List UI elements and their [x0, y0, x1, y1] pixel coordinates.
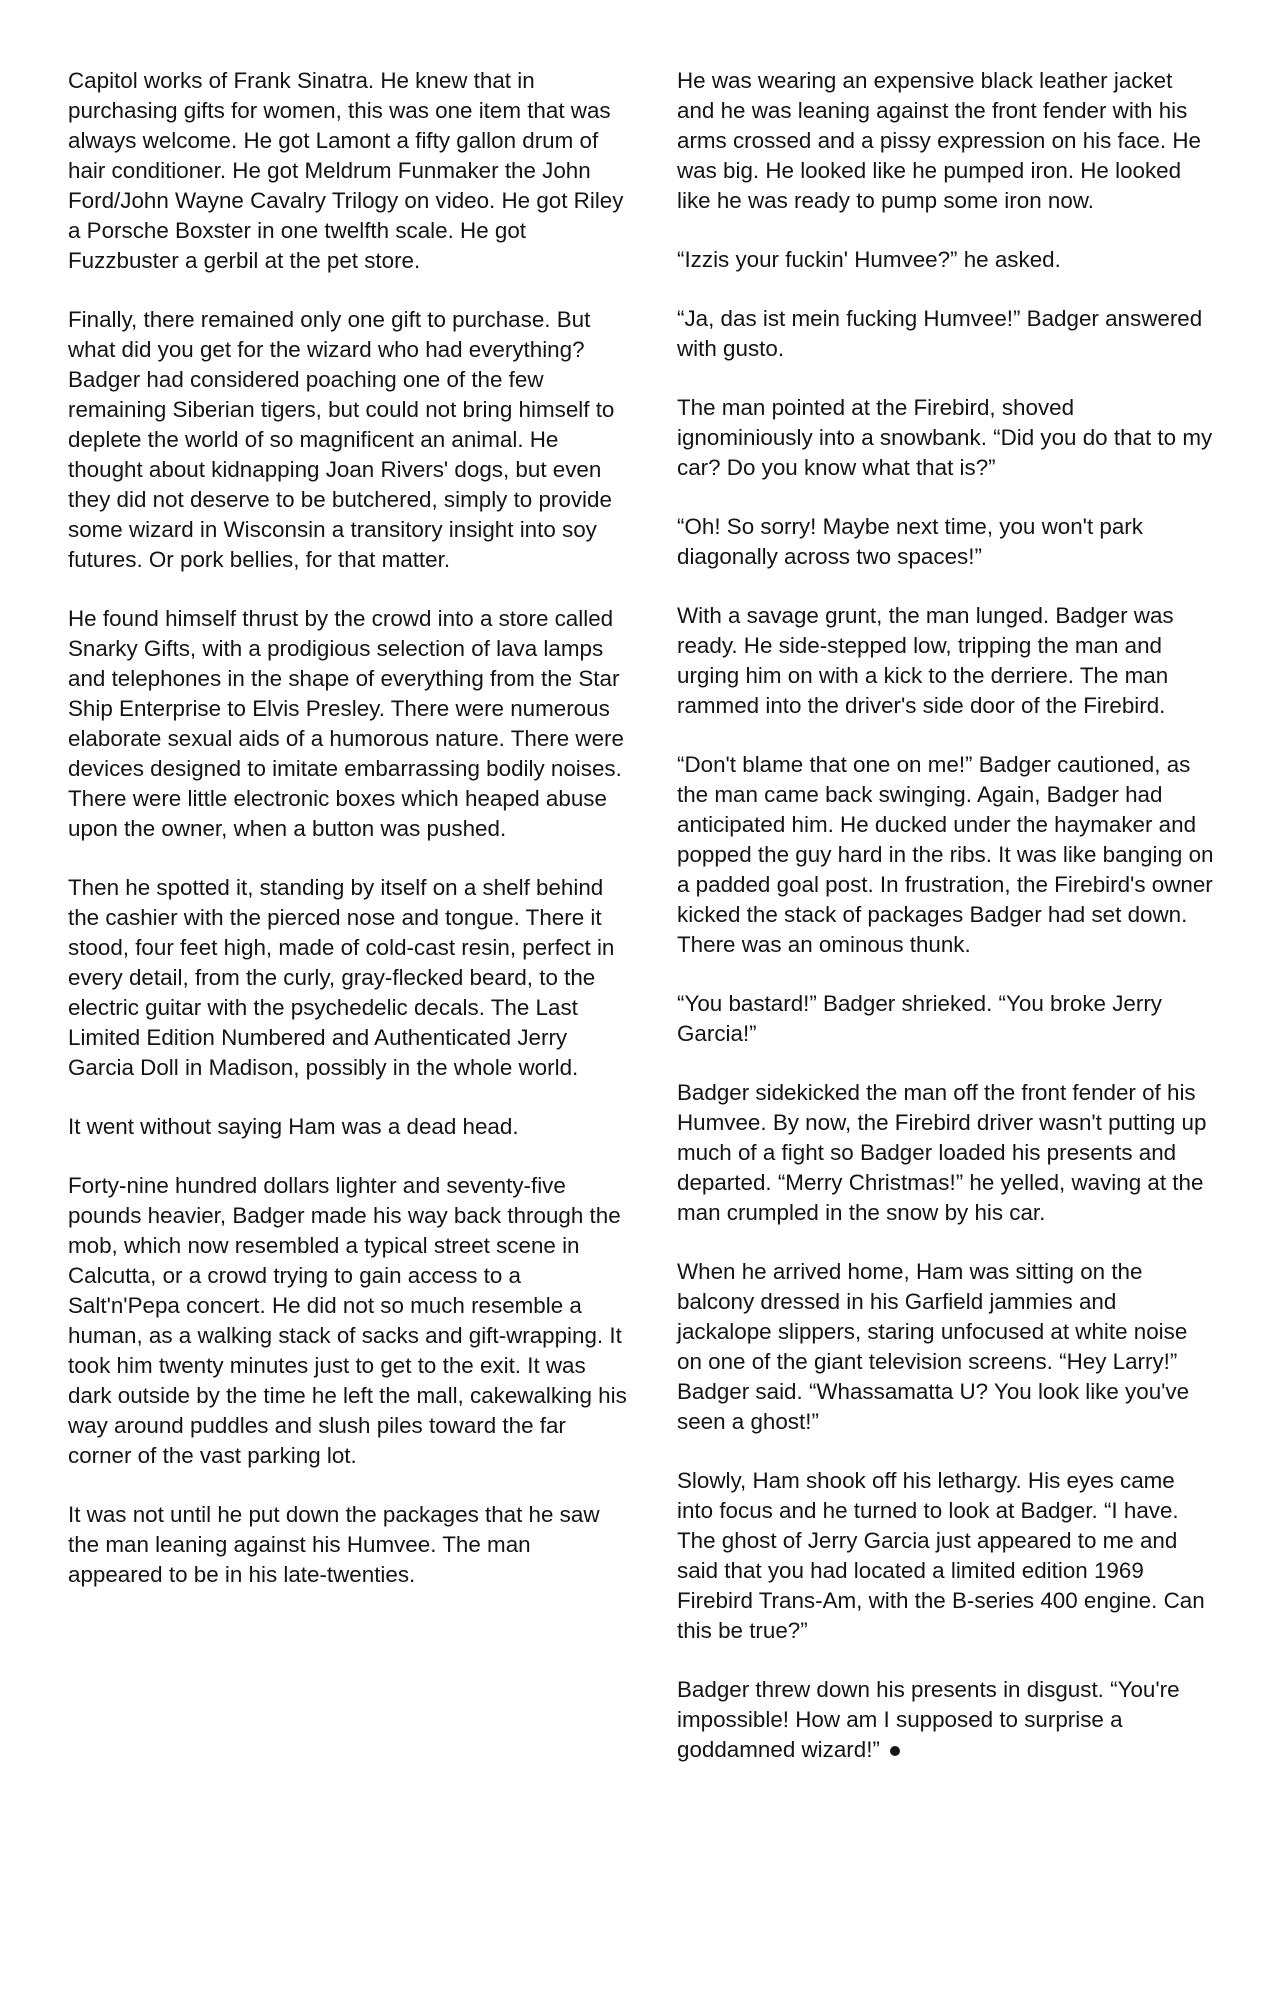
paragraph: Then he spotted it, standing by itself on a shelf behind the cashier with the pierced nose and tongue. There it stood, four feet high, made of cold-cast resin, perfect in every detail, from the curly, gray-flecked beard, to the electric guitar with the psychedelic decals. The Last Limited Edition Numbered and Authenticated Jerry Garcia Doll in Madison, possibly in the whole world. — [68, 875, 615, 1080]
right-column — [677, 66, 1215, 1765]
paragraph: Finally, there remained only one gift to purchase. But what did you get for the wizard who had everything? Badger had considered poaching one of the few remaining Siberian tigers, but could not bring himself to deplete the world of so magnificent an animal. He thought about kidnapping Joan Rivers' dogs, but even they did not deserve to be butchered, simply to provide some wizard in Wisconsin a transitory insight into soy futures. Or pork bellies, for that matter. — [68, 307, 615, 572]
paragraph: “Ja, das ist mein fucking Humvee!” Badger answered with gusto. — [677, 306, 1203, 361]
paragraph: He was wearing an expensive black leather jacket and he was leaning against the front fender with his arms crossed and a pissy expression on his face. He was big. He looked like he pumped iron. He looked like he was ready to pump some iron now. — [677, 68, 1201, 213]
paragraph: With a savage grunt, the man lunged. Badger was ready. He side-stepped low, tripping the man and urging him on with a kick to the derriere. The man rammed into the driver's side door of the Firebird. — [677, 603, 1174, 718]
final-paragraph-text: Badger threw down his presents in disgust. “You're impossible! How am I supposed to surprise a goddamned wizard!” — [677, 1677, 1180, 1762]
final-paragraph — [677, 1675, 1215, 1765]
paragraph: “Oh! So sorry! Maybe next time, you won't park diagonally across two spaces!” — [677, 514, 1143, 569]
paragraph: “Don't blame that one on me!” Badger cautioned, as the man came back swinging. Again, Badger had anticipated him. He ducked under the haymaker and popped the guy hard in the ribs. It was like banging on a padded goal post. In frustration, the Firebird's owner kicked the stack of packages Badger had set down. There was an ominous thunk. — [677, 752, 1214, 957]
paragraph: Capitol works of Frank Sinatra. He knew that in purchasing gifts for women, this was one item that was always welcome. He got Lamont a fifty gallon drum of hair conditioner. He got Meldrum Funmaker the John Ford/John Wayne Cavalry Trilogy on video. He got Riley a Porsche Boxster in one twelfth scale. He got Fuzzbuster a gerbil at the pet store. — [68, 68, 624, 273]
paragraph: It was not until he put down the packages that he saw the man leaning against his Humvee. The man appeared to be in his late-twenties. — [68, 1502, 600, 1587]
paragraph: It went without saying Ham was a dead head. — [68, 1114, 519, 1139]
paragraph: Forty-nine hundred dollars lighter and seventy-five pounds heavier, Badger made his way back through the mob, which now resembled a typical street scene in Calcutta, or a crowd trying to gain access to a Salt'n'Pepa concert. He did not so much resemble a human, as a walking stack of sacks and gift-wrapping. It took him twenty minutes just to get to the exit. It was dark outside by the time he left the mall, cakewalking his way around puddles and slush piles toward the far corner of the vast parking lot. — [68, 1173, 627, 1468]
paragraph: “You bastard!” Badger shrieked. “You broke Jerry Garcia!” — [677, 991, 1162, 1046]
paragraph: When he arrived home, Ham was sitting on the balcony dressed in his Garfield jammies and jackalope slippers, staring unfocused at white noise on one of the giant television screens. “Hey Larry!” Badger said. “Whassamatta U? You look like you've seen a ghost!” — [677, 1259, 1190, 1434]
paragraph: “Izzis your fuckin' Humvee?” he asked. — [677, 247, 1061, 272]
left-column — [68, 66, 628, 1590]
paragraph: Badger sidekicked the man off the front fender of his Humvee. By now, the Firebird driver wasn't putting up much of a fight so Badger loaded his presents and departed. “Merry Christmas!” he yelled, waving at the man crumpled in the snow by his car. — [677, 1080, 1207, 1225]
end-of-story-bullet-icon — [890, 1746, 900, 1756]
paragraph: The man pointed at the Firebird, shoved ignominiously into a snowbank. “Did you do that to my car? Do you know what that is?” — [677, 395, 1213, 480]
paragraph: Slowly, Ham shook off his lethargy. His eyes came into focus and he turned to look at Badger. “I have. The ghost of Jerry Garcia just appeared to me and said that you had located a limited edition 1969 Firebird Trans-Am, with the B-series 400 engine. Can this be true?” — [677, 1468, 1205, 1643]
paragraph: He found himself thrust by the crowd into a store called Snarky Gifts, with a prodigious selection of lava lamps and telephones in the shape of everything from the Star Ship Enterprise to Elvis Presley. There were numerous elaborate sexual aids of a humorous nature. There were devices designed to imitate embarrassing bodily noises. There were little electronic boxes which heaped abuse upon the owner, when a button was pushed. — [68, 606, 624, 841]
